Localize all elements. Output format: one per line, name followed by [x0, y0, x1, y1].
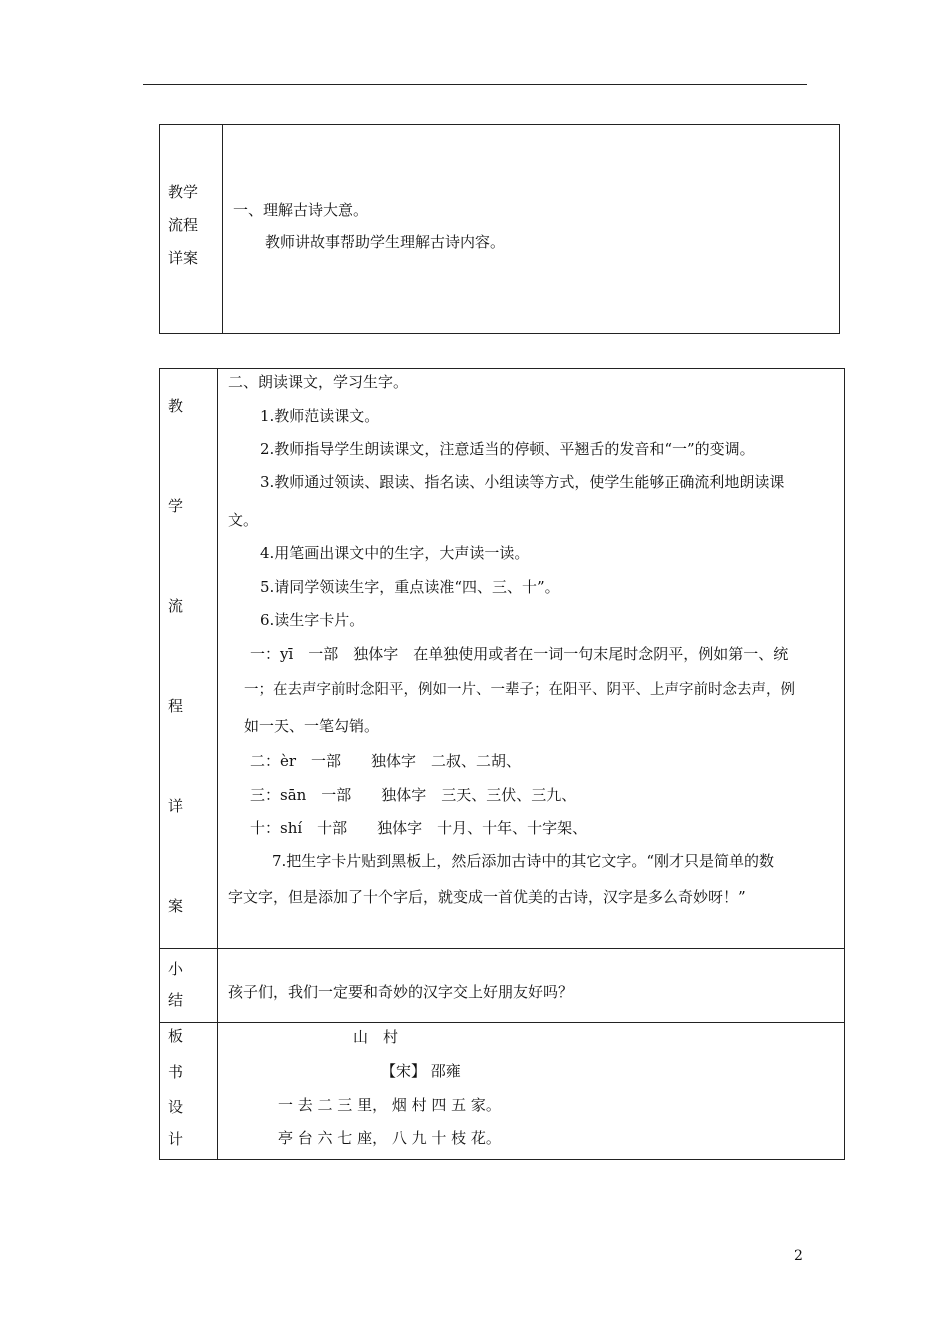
table1-label-line-3: 详案 [168, 249, 199, 267]
char-yi-line-3: 如一天、一笔勾销。 [244, 717, 380, 735]
step-3-line-2: 文。 [228, 511, 259, 529]
table2-column-divider [217, 368, 218, 1160]
step-1: 1.教师范读课文。 [260, 407, 380, 425]
poem-line-2: 亭 台 六 七 座， 八 九 十 枝 花。 [278, 1129, 501, 1147]
table2-label-char-3: 流 [168, 597, 184, 615]
table1-label-line-1: 教学 [168, 183, 199, 201]
char-shi: 十：shí 十部 独体字 十月、十年、十字架、 [250, 819, 588, 837]
header-rule [143, 84, 807, 85]
table2-label-char-4: 程 [168, 697, 184, 715]
table2-label-char-1: 教 [168, 397, 184, 415]
step-3-line-1: 3.教师通过领读、跟读、指名读、小组读等方式，使学生能够正确流利地朗读课 [260, 473, 785, 491]
board-label-char-4: 计 [168, 1130, 184, 1148]
board-label-char-1: 板 [168, 1027, 184, 1045]
step-7-line-2: 字文字，但是添加了十个字后，就变成一首优美的古诗，汉字是多么奇妙呀！” [228, 888, 746, 906]
table2-row-divider-board [159, 1022, 845, 1023]
step-4: 4.用笔画出课文中的生字，大声读一读。 [260, 544, 530, 562]
summary-label-char-2: 结 [168, 991, 184, 1009]
step-5: 5.请同学领读生字，重点读准“四、三、十”。 [260, 578, 560, 596]
table2-label-char-5: 详 [168, 797, 184, 815]
summary-text: 孩子们，我们一定要和奇妙的汉字交上好朋友好吗？ [228, 983, 574, 1001]
char-er: 二：èr 一部 独体字 二叔、二胡、 [250, 752, 522, 770]
poem-title: 山 村 [353, 1028, 399, 1046]
char-san: 三：sān 一部 独体字 三天、三伏、三九、 [250, 786, 577, 804]
step-6: 6.读生字卡片。 [260, 611, 365, 629]
page-number: 2 [794, 1248, 803, 1264]
char-yi-line-2: 一；在去声字前时念阳平，例如一片、一辈子；在阳平、阴平、上声字前时念去声，例 [244, 682, 795, 698]
poem-author: 【宋】 邵雍 [381, 1062, 461, 1080]
table1-heading: 一、理解古诗大意。 [233, 201, 369, 219]
table2-row-divider-summary [159, 948, 845, 949]
table1-column-divider [222, 124, 223, 334]
char-yi-line-1: 一：yī 一部 独体字 在单独使用或者在一词一句末尾时念阴平，例如第一、统 [250, 645, 789, 663]
step-2: 2.教师指导学生朗读课文，注意适当的停顿、平翘舌的发音和“一”的变调。 [260, 440, 755, 458]
poem-line-1: 一 去 二 三 里， 烟 村 四 五 家。 [278, 1096, 501, 1114]
table1-label-line-2: 流程 [168, 216, 199, 234]
table2-label-char-6: 案 [168, 897, 184, 915]
lesson-flow-table-1 [159, 124, 840, 334]
section-heading: 二、朗读课文，学习生字。 [228, 373, 409, 391]
table1-paragraph: 教师讲故事帮助学生理解古诗内容。 [265, 233, 506, 251]
board-label-char-2: 书 [168, 1063, 184, 1081]
table2-label-char-2: 学 [168, 497, 184, 515]
step-7-line-1: 7.把生字卡片贴到黑板上，然后添加古诗中的其它文字。“刚才只是简单的数 [272, 852, 774, 870]
board-label-char-3: 设 [168, 1098, 184, 1116]
summary-label-char-1: 小 [168, 960, 184, 978]
